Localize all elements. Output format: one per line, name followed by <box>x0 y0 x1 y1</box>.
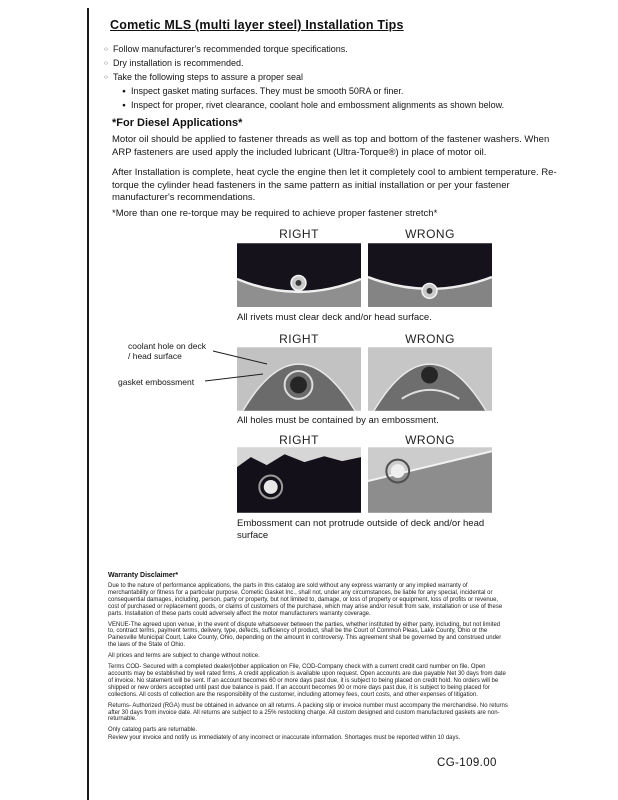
wrong-column-label: WRONG <box>405 227 455 241</box>
page-title: Cometic MLS (multi layer steel) Installation Tips <box>110 18 404 32</box>
holes-caption: All holes must be contained by an embossment. <box>237 415 439 426</box>
coolant-hole-label: coolant hole on deck / head surface <box>128 341 206 361</box>
diesel-paragraph-1: Motor oil should be applied to fastener threads as well as top and bottom of the fastener washers. When ARP fasteners are used apply the included lubricant (Ultra-Torque®) in place of motor oil. <box>112 134 550 158</box>
diesel-applications-heading: *For Diesel Applications* <box>112 117 243 129</box>
disclaimer-paragraph: All prices and terms are subject to change without notice. <box>108 653 260 660</box>
disclaimer-paragraph: Review your invoice and notify us immediately of any incorrect or inaccurate information. Shortages must be reported within 10 days. <box>108 734 461 741</box>
diesel-paragraph-2: After Installation is complete, heat cycle the engine then let it completely cool to ambient temperature. Re-torque the cylinder head fasteners in the same pattern as initial installation or per your fastener manufacturer's recommendations. <box>112 167 557 203</box>
embossment-right-image <box>237 447 361 513</box>
holes-wrong-image <box>368 347 492 411</box>
tip-sub-bullet: ● Inspect gasket mating surfaces. They must be smooth 50RA or finer. <box>104 85 504 99</box>
right-column-label: RIGHT <box>279 433 319 447</box>
page-edge-rule <box>87 8 89 800</box>
embossment-caption: Embossment can not protrude outside of deck and/or head surface <box>237 518 485 541</box>
tip-bullet: ○ Dry installation is recommended. <box>104 57 504 71</box>
installation-tips-list <box>104 43 504 113</box>
tip-bullet: ○ Take the following steps to assure a proper seal <box>104 71 504 85</box>
wrong-column-label: WRONG <box>405 332 455 346</box>
rivet-wrong-image <box>368 243 492 307</box>
wrong-column-label: WRONG <box>405 433 455 447</box>
right-column-label: RIGHT <box>279 332 319 346</box>
embossment-wrong-image <box>368 447 492 513</box>
disclaimer-paragraph: Due to the nature of performance applications, the parts in this catalog are sold without any express warranty or any implied warranty of merchantability or fitness for a particular purpose. Cometic Gasket Inc., shall not, under any circumstances, be liable for any special, incidental or consequential damages, including, person, party or property, but not limited to, damage, or loss of property or equipment, loss of profits or revenue, cost of purchased or replacement goods, or claims of customers of the purchase, which may arise and/or result from sale, installation or use of these parts. Installation of these parts could adversely affect the motor manufacturers warranty coverage. <box>108 583 503 617</box>
right-column-label: RIGHT <box>279 227 319 241</box>
disclaimer-paragraph: Terms COD- Secured with a completed dealer/jobber application on File, COD-Company check with a current credit card number on file. Open accounts may be established by well rated firms. A credit application is available upon request. Open accounts are due payable Net 30 days from date of invoice. No statement will be sent. If an account becomes 60 or more days past due, it is subject to being placed on credit hold. No orders will be shipped or new orders accepted until past due balance is paid. If an account becomes 90 or more days past due, it is subject to being placed for collections. All costs of collection are the responsibility of the customer, including attorney fees, court costs, and other expenses of litigation. <box>108 664 506 698</box>
disclaimer-paragraph: Only catalog parts are returnable. <box>108 727 198 734</box>
warranty-disclaimer <box>108 572 508 746</box>
disclaimer-paragraph: VENUE-The agreed upon venue, in the event of dispute whatsoever between the parties, whether instituted by either party, including, but not limited to, contract terms, payment terms, delivery, type, defects, sufficiency of product, shall be the Court of Common Pleas, Lake County, Ohio or the Painesville Municipal Court, Lake County, Ohio, depending on the amount in controversy. This agreement shall be governed by and construed under the laws of the State of Ohio. <box>108 621 502 649</box>
rivet-right-image <box>237 243 361 307</box>
gasket-embossment-label: gasket embossment <box>118 377 195 387</box>
disclaimer-paragraph: Returns- Authorized (RGA) must be obtained in advance on all returns. A packing slip or invoice number must accompany the merchandise. No returns after 30 days from invoice date. All returns are subject to a 25% restocking charge. All custom designed and custom manufactured gaskets are non-returnable. <box>108 702 508 723</box>
label-connector-lines <box>205 343 269 389</box>
tip-bullet: ○ Follow manufacturer's recommended torque specifications. <box>104 43 504 57</box>
warranty-disclaimer-heading: Warranty Disclaimer* <box>108 572 179 579</box>
retorque-note: *More than one re-torque may be required to achieve proper fastener stretch* <box>112 208 438 219</box>
catalog-page-code: CG-109.00 <box>437 757 497 769</box>
rivet-caption: All rivets must clear deck and/or head surface. <box>237 312 432 323</box>
tip-sub-bullet: ● Inspect for proper, rivet clearance, coolant hole and embossment alignments as shown below. <box>104 99 504 113</box>
